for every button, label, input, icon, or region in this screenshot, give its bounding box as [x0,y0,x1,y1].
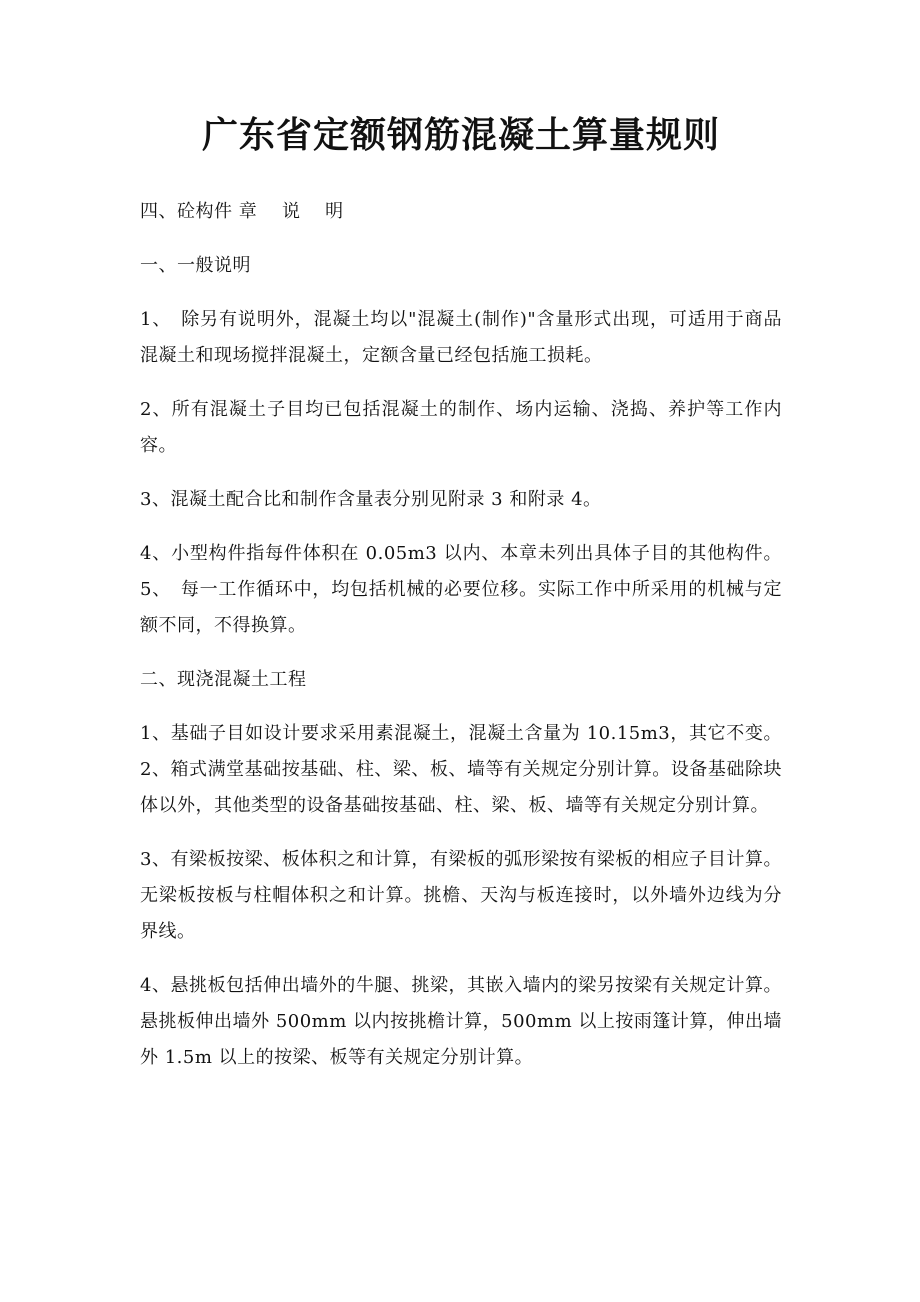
paragraph-general-4-5: 4、小型构件指每件体积在 0.05m3 以内、本章未列出具体子目的其他构件。 5、 每一工作循环中，均包括机械的必要位移。实际工作中所采用的机械与定额不同，不得换算。 [140,543,782,636]
paragraph-cast-1-2: 1、基础子目如设计要求采用素混凝土，混凝土含量为 10.15m3，其它不变。 2、箱式满堂基础按基础、柱、梁、板、墙等有关规定分别计算。设备基础除块体以外，其他类型的设备基础按基础、柱、梁、板、墙等有关规定分别计算。 [140,723,782,816]
paragraph-cast-3: 3、有梁板按梁、板体积之和计算，有梁板的弧形梁按有梁板的相应子目计算。无梁板按板与柱帽体积之和计算。挑檐、天沟与板连接时，以外墙外边线为分界线。 [140,849,782,942]
section-heading-cast-in-place: 二、现浇混凝土工程 [140,669,307,690]
paragraph-general-1: 1、 除另有说明外，混凝土均以"混凝土(制作)"含量形式出现，可适用于商品混凝土和现场搅拌混凝土，定额含量已经包括施工损耗。 [140,309,782,366]
section-heading-general: 一、一般说明 [140,255,251,276]
document-title: 广东省定额钢筋混凝土算量规则 [201,115,720,156]
paragraph-cast-4: 4、悬挑板包括伸出墙外的牛腿、挑梁，其嵌入墙内的梁另按梁有关规定计算。悬挑板伸出墙外 500mm 以内按挑檐计算，500mm 以上按雨篷计算，伸出墙外 1.5m 以上的按梁、板等有关规定分别计算。 [140,975,782,1068]
section-heading-chapter: 四、砼构件 章 说 明 [140,201,344,222]
paragraph-general-3: 3、混凝土配合比和制作含量表分别见附录 3 和附录 4。 [140,489,602,510]
paragraph-general-2: 2、所有混凝土子目均已包括混凝土的制作、场内运输、浇捣、养护等工作内容。 [140,399,782,456]
